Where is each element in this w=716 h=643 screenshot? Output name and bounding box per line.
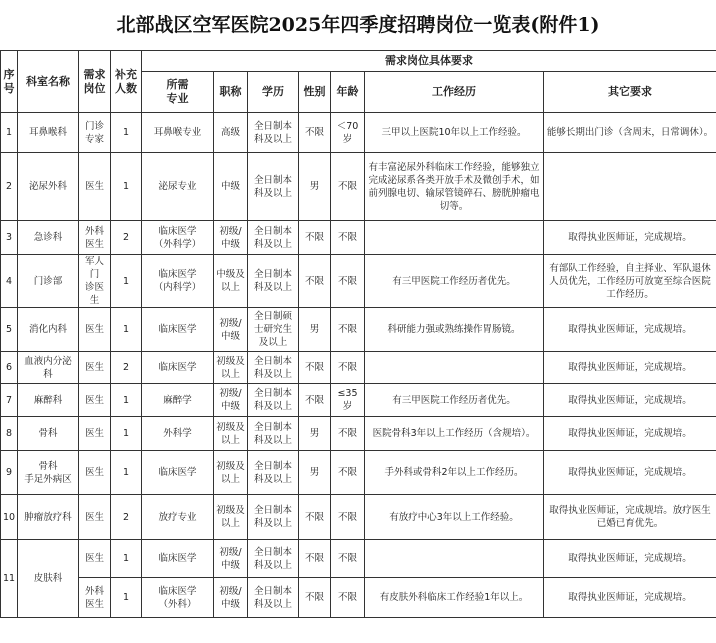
header-title: 职称 [214,72,248,113]
cell-post: 医生 [79,451,111,495]
cell-dept: 急诊科 [18,221,79,255]
cell-age: 不限 [331,451,365,495]
cell-major: 临床医学 （内科学） [142,255,214,308]
cell-seq: 11 [1,540,18,618]
cell-edu: 全日制本 科及以上 [248,153,299,221]
cell-seq: 4 [1,255,18,308]
cell-gender: 男 [299,308,331,352]
cell-other [544,153,716,221]
cell-post: 医生 [79,417,111,451]
cell-dept: 麻醉科 [18,384,79,417]
header-post: 需求 岗位 [79,51,111,113]
header-age: 年龄 [331,72,365,113]
cell-dept: 肿瘤放疗科 [18,495,79,540]
cell-title: 初级/ 中级 [214,384,248,417]
cell-count: 1 [111,417,142,451]
cell-major: 临床医学 [142,540,214,578]
table-row [1,495,716,540]
cell-edu: 全日制本 科及以上 [248,451,299,495]
cell-gender: 不限 [299,113,331,153]
cell-edu: 全日制本 科及以上 [248,540,299,578]
cell-gender: 不限 [299,255,331,308]
cell-age: 不限 [331,495,365,540]
cell-post: 外科 医生 [79,578,111,618]
recruitment-table [0,50,716,618]
cell-post: 医生 [79,153,111,221]
cell-post: 医生 [79,308,111,352]
cell-exp: 有放疗中心3年以上工作经验。 [365,495,544,540]
table-row [1,352,716,384]
cell-dept: 消化内科 [18,308,79,352]
cell-age: ＜70岁 [331,113,365,153]
cell-exp: 有丰富泌尿外科临床工作经验，能够独立完成泌尿系各类开放手术及微创手术，如前列腺电切、输尿管镜碎石、膀胱肿瘤电切等。 [365,153,544,221]
cell-edu: 全日制硕 士研究生 及以上 [248,308,299,352]
cell-seq: 10 [1,495,18,540]
table-row [1,153,716,221]
cell-post: 医生 [79,495,111,540]
cell-title: 初级及 以上 [214,417,248,451]
cell-dept: 皮肤科 [18,540,79,618]
cell-gender: 不限 [299,221,331,255]
cell-title: 初级/ 中级 [214,221,248,255]
cell-age: 不限 [331,540,365,578]
cell-exp: 手外科或骨科2年以上工作经历。 [365,451,544,495]
cell-exp: 科研能力强或熟练操作胃肠镜。 [365,308,544,352]
table-row [1,255,716,308]
cell-seq: 7 [1,384,18,417]
cell-other: 取得执业医师证，完成规培。 [544,417,716,451]
cell-edu: 全日制本 科及以上 [248,495,299,540]
cell-exp: 有三甲医院工作经历者优先。 [365,255,544,308]
cell-edu: 全日制本 科及以上 [248,221,299,255]
cell-post: 医生 [79,384,111,417]
cell-gender: 不限 [299,384,331,417]
cell-age: 不限 [331,352,365,384]
cell-exp: 医院骨科3年以上工作经历（含规培）。 [365,417,544,451]
cell-gender: 男 [299,153,331,221]
cell-major: 临床医学 [142,308,214,352]
cell-count: 1 [111,540,142,578]
cell-age: ≤35岁 [331,384,365,417]
cell-seq: 6 [1,352,18,384]
cell-gender: 不限 [299,495,331,540]
cell-other: 取得执业医师证，完成规培。 [544,308,716,352]
cell-title: 初级及 以上 [214,451,248,495]
cell-gender: 男 [299,417,331,451]
cell-gender: 男 [299,451,331,495]
cell-edu: 全日制本 科及以上 [248,352,299,384]
cell-exp [365,352,544,384]
cell-post: 医生 [79,352,111,384]
cell-count: 2 [111,495,142,540]
cell-edu: 全日制本 科及以上 [248,255,299,308]
cell-dept: 骨科 手足外病区 [18,451,79,495]
cell-age: 不限 [331,221,365,255]
table-row [1,540,716,578]
cell-post: 门诊 专家 [79,113,111,153]
cell-exp [365,221,544,255]
cell-count: 1 [111,308,142,352]
cell-title: 高级 [214,113,248,153]
table-row [1,451,716,495]
header-gender: 性别 [299,72,331,113]
cell-count: 2 [111,352,142,384]
cell-exp: 有皮肤外科临床工作经验1年以上。 [365,578,544,618]
table-row [1,384,716,417]
cell-seq: 3 [1,221,18,255]
cell-age: 不限 [331,308,365,352]
header-dept: 科室名称 [18,51,79,113]
cell-dept: 骨科 [18,417,79,451]
cell-title: 初级及 以上 [214,352,248,384]
cell-other: 取得执业医师证，完成规培。 [544,384,716,417]
header-major: 所需 专业 [142,72,214,113]
cell-title: 初级/ 中级 [214,308,248,352]
cell-seq: 8 [1,417,18,451]
document-title: 北部战区空军医院2025年四季度招聘岗位一览表(附件1) [116,14,600,36]
header-count: 补充 人数 [111,51,142,113]
cell-other: 取得执业医师证，完成规培。 [544,540,716,578]
table-row [1,578,716,618]
cell-post: 军人门 诊医生 [79,255,111,308]
cell-count: 1 [111,578,142,618]
cell-major: 临床医学 （外科学） [142,221,214,255]
cell-dept: 泌尿外科 [18,153,79,221]
cell-gender: 不限 [299,578,331,618]
cell-exp: 有三甲医院工作经历者优先。 [365,384,544,417]
cell-title: 中级及 以上 [214,255,248,308]
cell-age: 不限 [331,417,365,451]
cell-age: 不限 [331,255,365,308]
cell-edu: 全日制本 科及以上 [248,113,299,153]
header-group: 需求岗位具体要求 [142,51,716,72]
cell-seq: 5 [1,308,18,352]
header-exp: 工作经历 [365,72,544,113]
cell-major: 临床医学 [142,352,214,384]
cell-seq: 9 [1,451,18,495]
cell-other: 有部队工作经验，自主择业、军队退休人员优先，工作经历可放宽至综合医院工作经历。 [544,255,716,308]
cell-count: 1 [111,153,142,221]
cell-other: 取得执业医师证，完成规培。放疗医生已婚已育优先。 [544,495,716,540]
cell-seq: 1 [1,113,18,153]
header-other: 其它要求 [544,72,716,113]
cell-title: 初级及 以上 [214,495,248,540]
cell-other: 能够长期出门诊（含周末，日常调休）。 [544,113,716,153]
cell-major: 临床医学 （外科） [142,578,214,618]
cell-title: 中级 [214,153,248,221]
cell-post: 医生 [79,540,111,578]
table-row [1,221,716,255]
table-row [1,308,716,352]
cell-title: 初级/ 中级 [214,540,248,578]
header-edu: 学历 [248,72,299,113]
cell-age: 不限 [331,578,365,618]
cell-dept: 耳鼻喉科 [18,113,79,153]
cell-major: 临床医学 [142,451,214,495]
table-row [1,417,716,451]
cell-post: 外科 医生 [79,221,111,255]
cell-count: 1 [111,451,142,495]
cell-count: 1 [111,255,142,308]
cell-edu: 全日制本 科及以上 [248,384,299,417]
cell-age: 不限 [331,153,365,221]
cell-edu: 全日制本 科及以上 [248,417,299,451]
cell-other: 取得执业医师证，完成规培。 [544,451,716,495]
cell-major: 外科学 [142,417,214,451]
cell-gender: 不限 [299,352,331,384]
cell-other: 取得执业医师证，完成规培。 [544,221,716,255]
cell-major: 放疗专业 [142,495,214,540]
cell-dept: 门诊部 [18,255,79,308]
cell-title: 初级/ 中级 [214,578,248,618]
cell-count: 1 [111,384,142,417]
cell-seq: 2 [1,153,18,221]
header-seq: 序 号 [1,51,18,113]
cell-other: 取得执业医师证，完成规培。 [544,578,716,618]
cell-dept: 血液内分泌科 [18,352,79,384]
cell-exp [365,540,544,578]
table-row [1,113,716,153]
cell-count: 2 [111,221,142,255]
cell-other: 取得执业医师证，完成规培。 [544,352,716,384]
cell-major: 麻醉学 [142,384,214,417]
cell-edu: 全日制本 科及以上 [248,578,299,618]
cell-major: 耳鼻喉专业 [142,113,214,153]
cell-exp: 三甲以上医院10年以上工作经验。 [365,113,544,153]
cell-gender: 不限 [299,540,331,578]
cell-count: 1 [111,113,142,153]
cell-major: 泌尿专业 [142,153,214,221]
